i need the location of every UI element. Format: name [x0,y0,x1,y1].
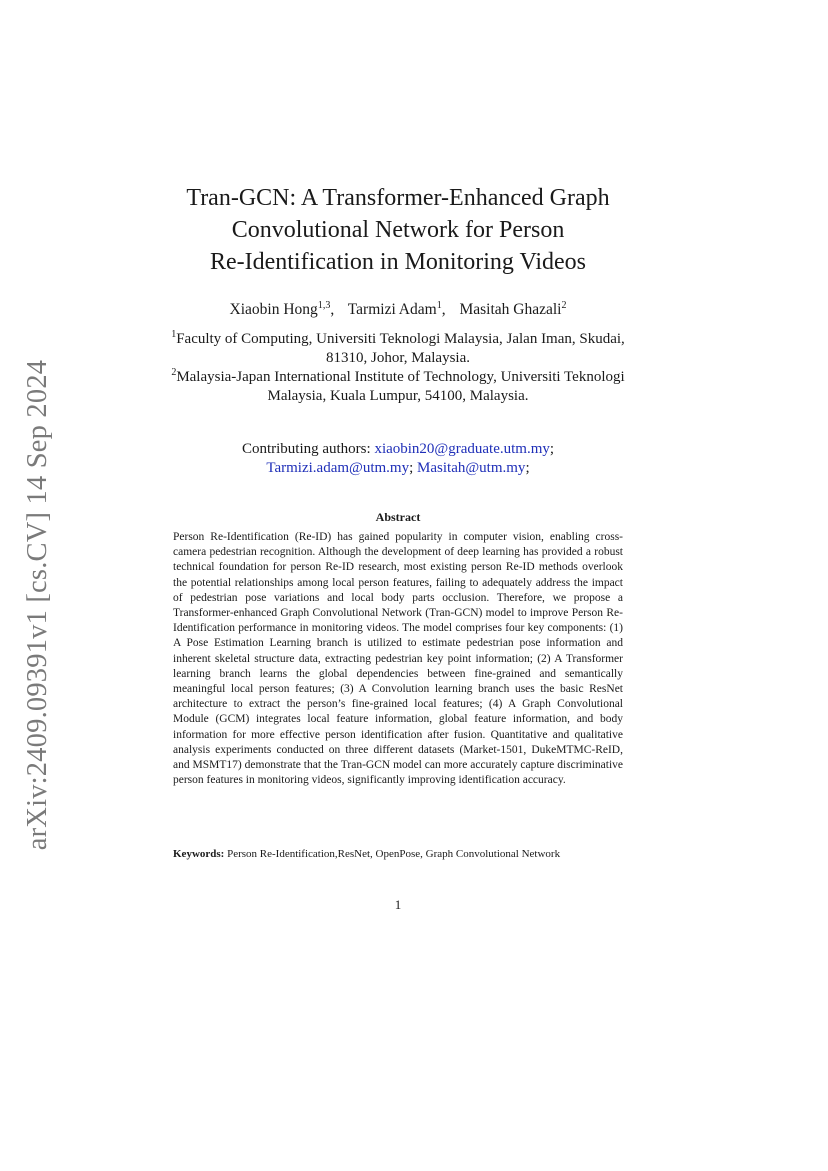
affiliation-mark: 2 [171,367,177,378]
arxiv-sidebar-stamp [22,360,54,850]
author-name: Tarmizi Adam [347,301,437,318]
affiliation-text: Malaysia-Japan International Institute of Technology, Universiti Teknologi Malaysia, Kuala Lumpur, 54100, Malaysia. [176,369,625,404]
author-name: Masitah Ghazali [459,301,562,318]
affiliation-item [165,330,631,368]
title-line: Re-Identification in Monitoring Videos [209,249,587,275]
title-line: Convolutional Network for Person [231,217,565,243]
keywords-label: Keywords: [173,848,225,860]
title-line: Tran-GCN: A Transformer-Enhanced Graph [186,185,610,211]
author-affiliation-mark: 1 [436,300,442,311]
contributing-authors: Contributing authors: xiaobin20@graduate.utm.my; Tarmizi.adam@utm.my; Masitah@utm.my; [241,441,555,476]
affiliation-item [165,368,631,406]
email-link[interactable]: Masitah@utm.my [417,460,526,476]
author-name: Xiaobin Hong [229,301,318,318]
author-affiliation-mark: 1,3 [317,300,331,311]
paper-title [150,182,646,278]
keywords-line [173,848,633,860]
abstract-body: Person Re-Identification (Re-ID) has gained popularity in computer vision, enabling cross-camera pedestrian recognition. Although the development of deep learning has provided a robust technical foundation for person Re-ID research, most existing person Re-ID methods overlook the potential relationships among local person features, failing to adequately address the impact of pedestrian pose variations and local body parts occlusion. Therefore, we propose a Transformer-enhanced Graph Convolutional Network (Tran-GCN) model to improve Person Re-Identification performance in monitoring videos. The model comprises four key components: (1) A Pose Estimation Learning branch is utilized to estimate pedestrian pose information and inherent skeletal structure data, extracting pedestrian key point information; (2) A Transformer learning branch learns the global dependencies between fine-grained and semantically meaningful local person features; (3) A Convolution learning branch uses the basic ResNet architecture to extract the person’s fine-grained local features; (4) A Graph Convolutional Module (GCM) integrates local feature information, global feature information, and body information for more effective person identification after fusion. Quantitative and qualitative analysis experiments conducted on three different datasets (Market-1501, DukeMTMC-ReID, and MSMT17) demonstrate that the Tran-GCN model can more accurately capture discriminative person features in monitoring videos, significantly improving identification accuracy. [173,531,623,787]
email-link[interactable]: Tarmizi.adam@utm.my [266,460,410,476]
contributing-label: Contributing authors: [241,441,371,457]
author-list: Xiaobin Hong$^{1,3}$, Tarmizi Adam$^1$, Masitah Ghazali$^2$ [229,300,567,318]
email-link[interactable]: xiaobin20@graduate.utm.my [374,441,550,457]
affiliation-mark: 1 [171,329,177,340]
page-number: 1 [394,897,402,912]
abstract-heading: Abstract [375,510,421,524]
affiliation-text: Faculty of Computing, Universiti Teknologi Malaysia, Jalan Iman, Skudai, 81310, Johor, Malaysia. [176,331,625,366]
affiliation-list [165,330,631,406]
arxiv-identifier: arXiv:2409.09391v1 [cs.CV] 14 Sep 2024 [22,359,54,851]
keywords-text: Person Re-Identification,ResNet, OpenPose, Graph Convolutional Network [227,848,561,860]
author-affiliation-mark: 2 [561,300,567,311]
